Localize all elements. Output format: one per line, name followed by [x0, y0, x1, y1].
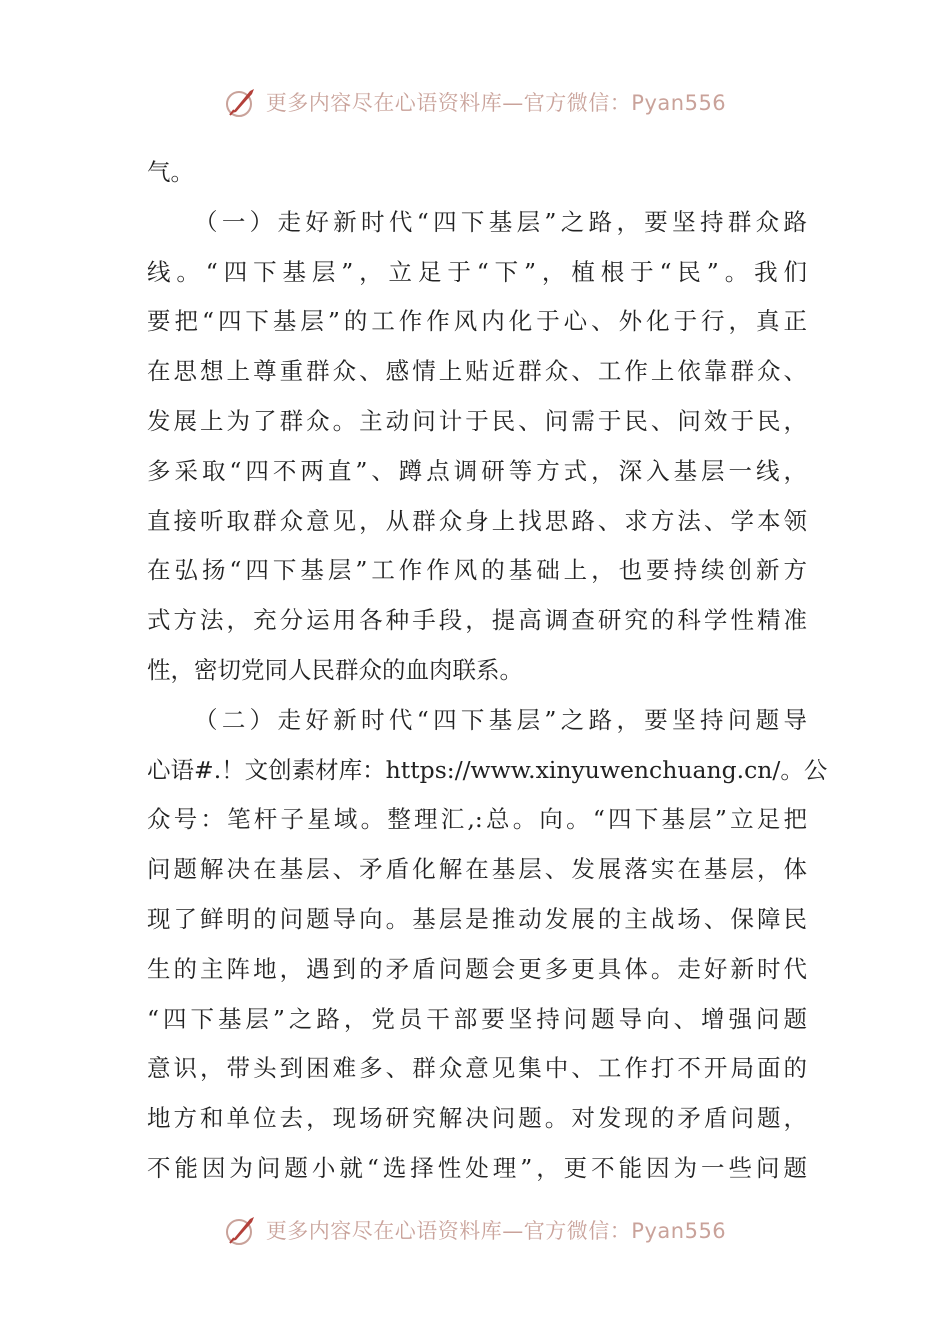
text-line: 心语#.！文创素材库：https://www.xinyuwenchuang.cn/。公 [147, 755, 828, 784]
text-line: 意识，带头到困难多、群众意见集中、工作打不开局面的 [147, 1054, 807, 1083]
text-line: 地方和单位去，现场研究解决问题。对发现的矛盾问题， [147, 1104, 807, 1133]
text-line: 多采取“四不两直”、蹲点调研等方式，深入基层一线， [147, 456, 807, 485]
text-line: 气。 [147, 158, 194, 186]
footer-watermark-text: 更多内容尽在心语资料库—官方微信：Pyan556 [265, 1219, 727, 1243]
text-line: 在弘扬“四下基层”工作作风的基础上，也要持续创新方 [147, 556, 807, 585]
text-line: 式方法，充分运用各种手段，提高调查研究的科学性精准 [147, 606, 807, 635]
paragraph-first-line: （一）走好新时代“四下基层”之路，要坚持群众路 [194, 207, 807, 236]
header-watermark-text: 更多内容尽在心语资料库—官方微信：Pyan556 [265, 91, 727, 115]
text-line: 不能因为问题小就“选择性处理”，更不能因为一些问题 [147, 1153, 807, 1182]
text-line: 问题解决在基层、矛盾化解在基层、发展落实在基层，体 [147, 855, 807, 884]
text-line: 众号：笔杆子星域。整理汇,:总。向。“四下基层”立足把 [147, 805, 807, 834]
footer-watermark-banner [0, 1210, 950, 1250]
header-watermark-banner [0, 82, 950, 122]
text-line: 发展上为了群众。主动问计于民、问需于民、问效于民， [147, 406, 807, 435]
text-line: 直接听取群众意见，从群众身上找思路、求方法、学本领 [147, 506, 807, 535]
text-line: “四下基层”之路，党员干部要坚持问题导向、增强问题 [147, 1004, 807, 1033]
text-line: 生的主阵地，遇到的矛盾问题会更多更具体。走好新时代 [147, 954, 807, 983]
quill-logo-icon [224, 85, 258, 119]
text-line: 在思想上尊重群众、感情上贴近群众、工作上依靠群众、 [147, 357, 807, 386]
text-line: 性，密切党同人民群众的血肉联系。 [147, 655, 523, 684]
text-line: 要把“四下基层”的工作作风内化于心、外化于行，真正 [147, 307, 807, 336]
text-line: 线。“四下基层”，立足于“下”，植根于“民”。我们 [147, 257, 807, 286]
quill-logo-icon [224, 1213, 258, 1247]
text-line: 现了鲜明的问题导向。基层是推动发展的主战场、保障民 [147, 904, 807, 933]
document-body [147, 148, 828, 1194]
paragraph-first-line: （二）走好新时代“四下基层”之路，要坚持问题导 [194, 705, 807, 734]
